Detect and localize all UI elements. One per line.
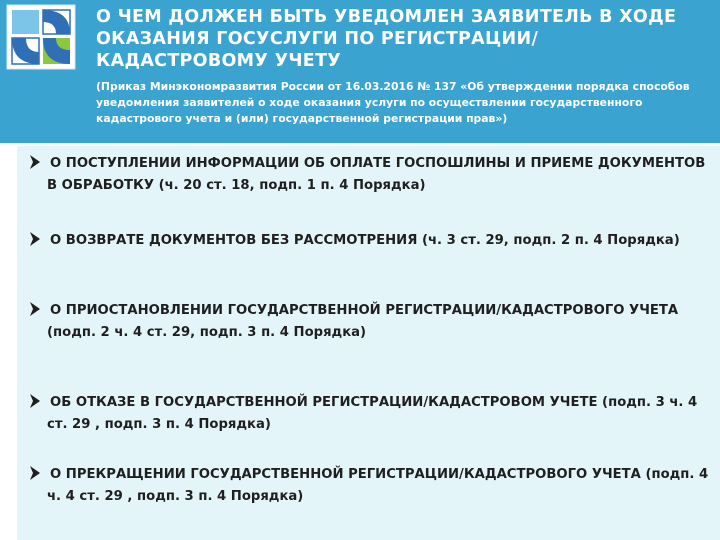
arrow-bullet-icon bbox=[26, 230, 44, 248]
header-banner bbox=[0, 0, 720, 143]
page-subtitle: (Приказ Минэкономразвития России от 16.03.2016 № 137 «Об утверждении порядка способов уведомления заявителей о ходе оказания услуги по осуществлении государственного кадастрового учета и (или) государственной регистрации прав») bbox=[96, 80, 690, 125]
page-title: О ЧЕМ ДОЛЖЕН БЫТЬ УВЕДОМЛЕН ЗАЯВИТЕЛЬ В ХОДЕ ОКАЗАНИЯ ГОСУСЛУГИ ПО РЕГИСТРАЦИИ/КАДАСТРОВОМУ УЧЕТУ bbox=[96, 7, 677, 71]
list-item-text: О ВОЗВРАТЕ ДОКУМЕНТОВ БЕЗ РАССМОТРЕНИЯ (ч. 3 ст. 29, подп. 2 п. 4 Порядка) bbox=[50, 233, 680, 248]
list-item-text: О ПРИОСТАНОВЛЕНИИ ГОСУДАРСТВЕННОЙ РЕГИСТРАЦИИ/КАДАСТРОВОГО УЧЕТА (подп. 2 ч. 4 ст. 29, подп. 3 п. 4 Порядка) bbox=[47, 303, 679, 340]
list-item-text: О ПРЕКРАЩЕНИИ ГОСУДАРСТВЕННОЙ РЕГИСТРАЦИИ/КАДАСТРОВОГО УЧЕТА (подп. 4 ч. 4 ст. 29 , подп. 3 п. 4 Порядка) bbox=[47, 467, 709, 504]
arrow-bullet-icon bbox=[26, 300, 44, 318]
list-item-text: ОБ ОТКАЗЕ В ГОСУДАРСТВЕННОЙ РЕГИСТРАЦИИ/КАДАСТРОВОМ УЧЕТЕ (подп. 3 ч. 4 ст. 29 , подп. 3 п. 4 Порядка) bbox=[47, 395, 698, 432]
list-item-text: О ПОСТУПЛЕНИИ ИНФОРМАЦИИ ОБ ОПЛАТЕ ГОСПОШЛИНЫ И ПРИЕМЕ ДОКУМЕНТОВ В ОБРАБОТКУ (ч. 20 ст. 18, подп. 1 п. 4 Порядка) bbox=[47, 156, 706, 193]
arrow-bullet-icon bbox=[26, 392, 44, 410]
arrow-bullet-icon bbox=[26, 153, 44, 171]
header-divider bbox=[17, 143, 720, 146]
rosreestr-logo-icon bbox=[6, 4, 76, 70]
arrow-bullet-icon bbox=[26, 464, 44, 482]
